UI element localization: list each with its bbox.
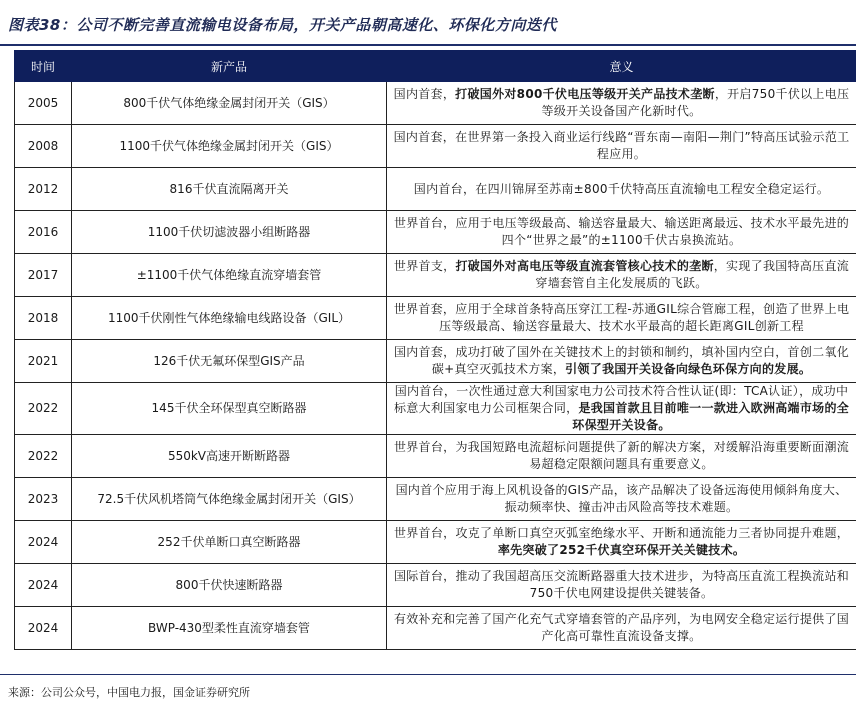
cell-product: 252千伏单断口真空断路器 <box>72 521 387 564</box>
table-row <box>15 383 856 435</box>
meaning-highlight: 引领了我国开关设备向绿色环保方向的发展。 <box>565 362 812 376</box>
meaning-text: 世界首支， <box>393 259 456 273</box>
source-note: 来源：公司公众号，中国电力报，国金证券研究所 <box>8 686 250 699</box>
meaning-text: 世界首台，为我国短路电流超标问题提供了新的解决方案，对缓解沿海重要断面潮流易超稳定限额问题具有重要意义。 <box>393 440 850 471</box>
meaning-text: ，开启750千伏以上电压等级开关设备国产化新时代。 <box>541 87 850 118</box>
cell-meaning <box>387 168 856 211</box>
cell-product: ±1100千伏气体绝缘直流穿墙套管 <box>72 254 387 297</box>
cell-product: 1100千伏切滤波器小组断路器 <box>72 211 387 254</box>
meaning-text: 国内首台，一次性通过意大利国家电力公司技术符合性认证(即：TCA认证），成功中标意大利国家电力公司框架合同， <box>393 384 849 415</box>
title-divider <box>0 44 856 46</box>
meaning-text: 国内首个应用于海上风机设备的GIS产品，该产品解决了设备远海使用倾斜角度大、振动频率快、撞击冲击风险高等技术难题。 <box>395 483 848 514</box>
cell-product: 550kV高速开断断路器 <box>72 435 387 478</box>
table-row <box>15 125 856 168</box>
cell-product: BWP-430型柔性直流穿墙套管 <box>72 607 387 650</box>
table-row <box>15 297 856 340</box>
cell-year: 2021 <box>15 340 72 383</box>
cell-year: 2024 <box>15 607 72 650</box>
table-header-row <box>15 51 856 82</box>
cell-year: 2023 <box>15 478 72 521</box>
table-row <box>15 435 856 478</box>
meaning-highlight: 是我国首款且目前唯一一款进入欧洲高端市场的全环保型开关设备。 <box>572 401 850 432</box>
cell-year: 2022 <box>15 435 72 478</box>
cell-meaning <box>387 297 856 340</box>
header-year: 时间 <box>15 51 72 82</box>
cell-year: 2008 <box>15 125 72 168</box>
header-meaning: 意义 <box>387 51 856 82</box>
table-row <box>15 168 856 211</box>
cell-product: 72.5千伏风机塔筒气体绝缘金属封闭开关（GIS） <box>72 478 387 521</box>
cell-meaning <box>387 125 856 168</box>
meaning-text: 世界首套，应用于全球首条特高压穿江工程-苏通GIL综合管廊工程，创造了世界上电压等级最高、输送容量最大、技术水平最高的超长距离GIL创新工程 <box>393 302 850 333</box>
cell-meaning <box>387 211 856 254</box>
table-row <box>15 254 856 297</box>
cell-product: 1100千伏刚性气体绝缘输电线路设备（GIL） <box>72 297 387 340</box>
chart-title: 图表38：公司不断完善直流输电设备布局，开关产品朝高速化、环保化方向迭代 <box>8 16 557 34</box>
cell-year: 2005 <box>15 82 72 125</box>
table-row <box>15 478 856 521</box>
meaning-text: 国际首台，推动了我国超高压交流断路器重大技术进步，为特高压直流工程换流站和750千伏电网建设提供关键装备。 <box>393 569 850 600</box>
meaning-text: ，实现了我国特高压直流穿墙套管自主化发展质的飞跃。 <box>535 259 850 290</box>
cell-meaning <box>387 254 856 297</box>
cell-meaning <box>387 521 856 564</box>
cell-product: 126千伏无氟环保型GIS产品 <box>72 340 387 383</box>
table-row <box>15 564 856 607</box>
meaning-highlight: 打破国外对800千伏电压等级开关产品技术垄断 <box>455 87 715 101</box>
table-row <box>15 340 856 383</box>
product-table <box>14 50 856 650</box>
meaning-text: 国内首套， <box>393 87 456 101</box>
cell-year: 2022 <box>15 383 72 435</box>
header-product: 新产品 <box>72 51 387 82</box>
table-row <box>15 211 856 254</box>
table-body <box>15 82 856 650</box>
meaning-text: 国内首台，在四川锦屏至苏南±800千伏特高压直流输电工程安全稳定运行。 <box>413 181 830 196</box>
table-row <box>15 82 856 125</box>
meaning-text: 有效补充和完善了国产化充气式穿墙套管的产品序列，为电网安全稳定运行提供了国产化高可靠性直流设备支撑。 <box>393 612 850 643</box>
meaning-highlight: 率先突破了252千伏真空环保开关关键技术。 <box>497 543 746 557</box>
cell-year: 2024 <box>15 521 72 564</box>
cell-meaning <box>387 82 856 125</box>
cell-meaning <box>387 478 856 521</box>
table-row <box>15 521 856 564</box>
meaning-highlight: 打破国外对高电压等级直流套管核心技术的垄断 <box>455 259 714 273</box>
cell-year: 2012 <box>15 168 72 211</box>
cell-meaning <box>387 383 856 435</box>
cell-year: 2016 <box>15 211 72 254</box>
meaning-text: 世界首台，攻克了单断口真空灭弧室绝缘水平、开断和通流能力三者协同提升难题， <box>393 526 850 540</box>
meaning-text: 国内首套，成功打破了国外在关键技术上的封锁和制约，填补国内空白，首创二氧化碳+真空灭弧技术方案， <box>393 345 850 376</box>
cell-meaning <box>387 435 856 478</box>
cell-year: 2017 <box>15 254 72 297</box>
cell-product: 800千伏气体绝缘金属封闭开关（GIS） <box>72 82 387 125</box>
cell-product: 800千伏快速断路器 <box>72 564 387 607</box>
footer-divider <box>0 674 856 675</box>
cell-meaning <box>387 564 856 607</box>
cell-product: 145千伏全环保型真空断路器 <box>72 383 387 435</box>
meaning-text: 国内首套，在世界第一条投入商业运行线路“晋东南—南阳—荆门”特高压试验示范工程应用。 <box>393 130 850 161</box>
table-row <box>15 607 856 650</box>
cell-meaning <box>387 340 856 383</box>
cell-product: 1100千伏气体绝缘金属封闭开关（GIS） <box>72 125 387 168</box>
meaning-text: 世界首台，应用于电压等级最高、输送容量最大、输送距离最远、技术水平最先进的四个“世界之最”的±1100千伏古泉换流站。 <box>393 216 850 247</box>
cell-year: 2024 <box>15 564 72 607</box>
cell-meaning <box>387 607 856 650</box>
cell-product: 816千伏直流隔离开关 <box>72 168 387 211</box>
cell-year: 2018 <box>15 297 72 340</box>
